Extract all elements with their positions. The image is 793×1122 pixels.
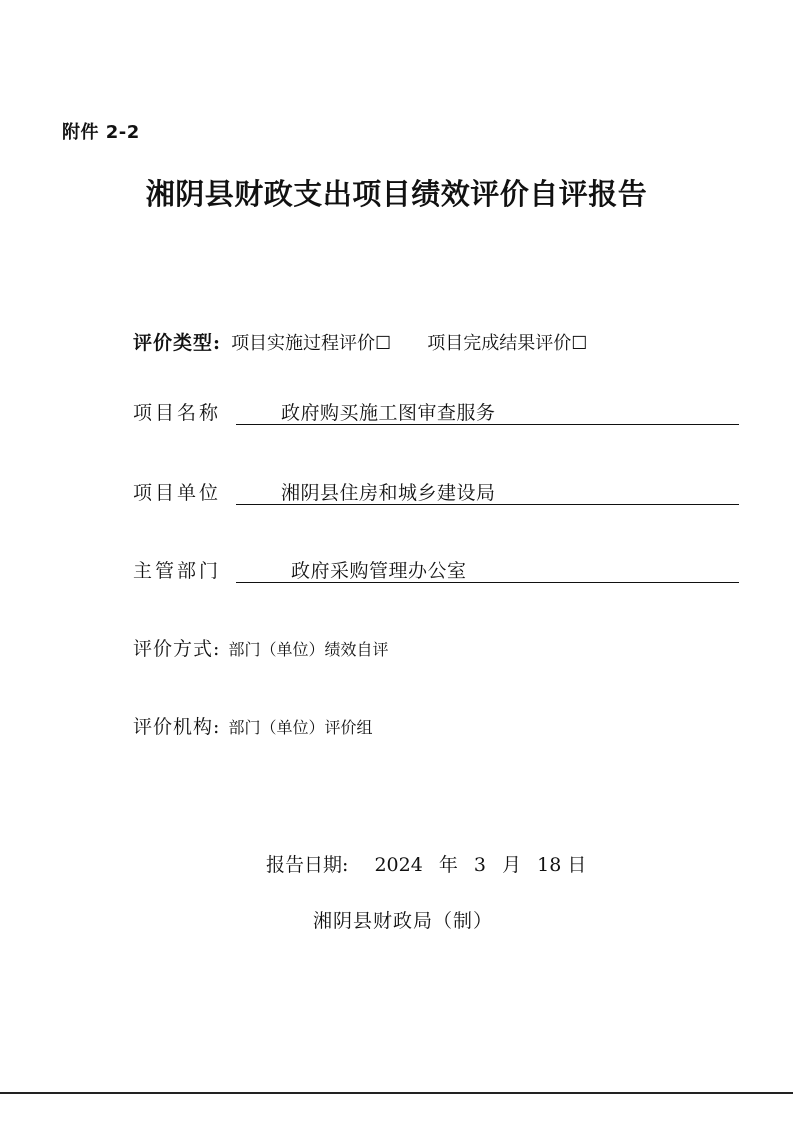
attachment-label: 附件 2-2 (62, 122, 140, 143)
project-name-label: 项目名称 (133, 402, 222, 424)
project-unit-row (133, 478, 496, 508)
report-date-day-unit: 日 (567, 854, 587, 876)
project-name-field (236, 398, 739, 425)
evaluation-org-label: 评价机构: (133, 716, 221, 738)
report-date-day: 18 (537, 854, 562, 876)
project-unit-value: 湘阴县住房和城乡建设局 (281, 482, 496, 504)
footer-divider (0, 1092, 793, 1094)
evaluation-org-value: 部门（单位）评价组 (228, 718, 373, 737)
evaluation-method-label: 评价方式: (133, 638, 221, 660)
report-date-row (266, 850, 586, 877)
project-name-value: 政府购买施工图审查服务 (281, 402, 496, 424)
report-date-month: 3 (473, 854, 487, 876)
report-date-month-unit: 月 (502, 854, 522, 876)
supervising-dept-row (133, 556, 467, 586)
result-evaluation-checkbox[interactable]: 项目完成结果评价☐ (427, 333, 588, 354)
project-name-row (133, 398, 496, 428)
report-date-year: 2024 (374, 854, 423, 876)
report-date-label: 报告日期: (266, 854, 349, 876)
supervising-dept-value: 政府采购管理办公室 (291, 560, 467, 582)
issuer: 湘阴县财政局（制） (313, 910, 494, 932)
evaluation-method-row (133, 634, 388, 661)
evaluation-org-row (133, 712, 372, 739)
report-date-year-unit: 年 (438, 854, 458, 876)
process-evaluation-checkbox[interactable]: 项目实施过程评价☐ (231, 333, 392, 354)
page-title: 湘阴县财政支出项目绩效评价自评报告 (145, 177, 648, 211)
project-unit-field (236, 478, 739, 505)
evaluation-type-label: 评价类型: (133, 332, 222, 354)
evaluation-type-row (133, 328, 587, 355)
evaluation-method-value: 部门（单位）绩效自评 (228, 640, 389, 659)
supervising-dept-label: 主管部门 (133, 560, 222, 582)
supervising-dept-field (236, 556, 739, 583)
project-unit-label: 项目单位 (133, 482, 222, 504)
